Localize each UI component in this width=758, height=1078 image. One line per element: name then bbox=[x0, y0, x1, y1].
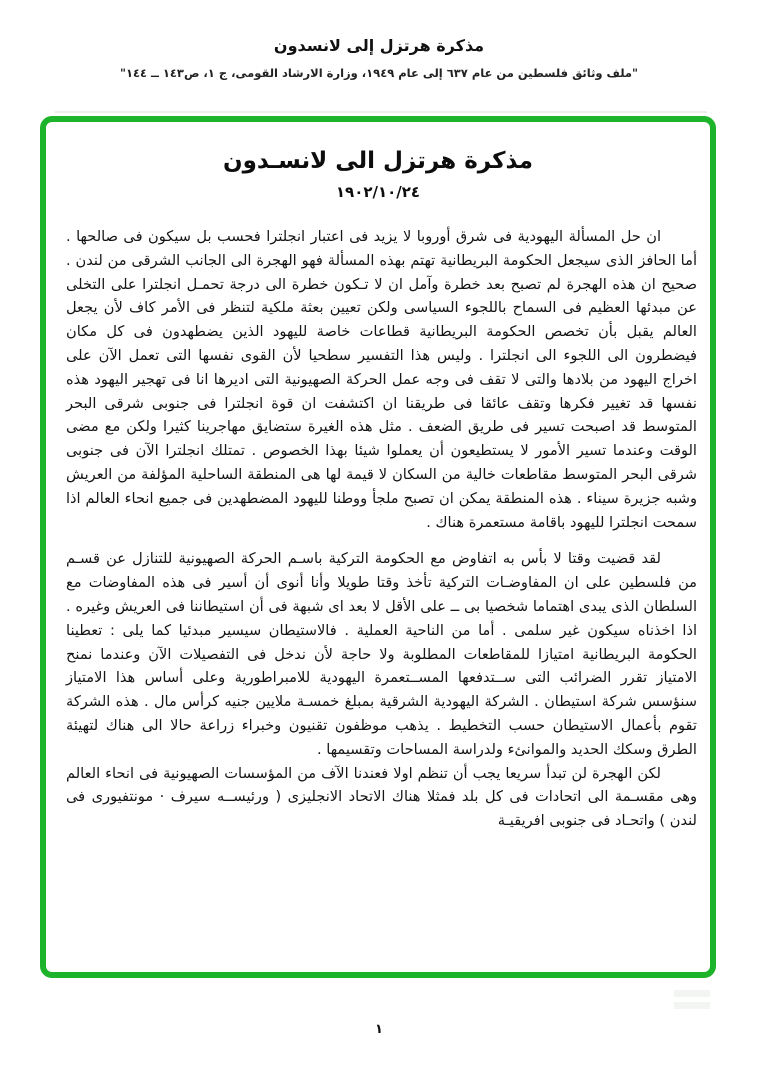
document-frame bbox=[40, 116, 716, 978]
document-body bbox=[66, 225, 697, 833]
document-title: مذكرة هرتزل الى لانسـدون bbox=[223, 148, 533, 174]
document-paragraph-3: لكن الهجرة لن تبدأ سريعا يجب أن تنظم اولا فعندنا الآف من المؤسسات الصهيونية فى انحاء العالم وهى مقسـمة الى اتحادات فى كل بلد فمثلا هناك الاتحاد الانجليزى ( ورئيســه سيرف · مونتفيورى فى لندن ) واتحـاد فى جنوبى افريقيـة bbox=[66, 764, 697, 830]
scan-artifact-line bbox=[55, 111, 707, 113]
document-paragraph-2: لقد قضيت وقتا لا بأس به اتفاوض مع الحكومة التركية باسـم الحركة الصهيونية للتنازل عن قسـم من فلسطين على ان المفاوضـات التركية تأخذ وقتا طويلا وأنا أنوى أن أسير فى هذه المفاوضات مع السلطان الذى يبدى اهتماما شخصيا بى ــ على الأقل لا بعد اى شبهة فى أن استيطاننا فى العريش وغيره . اذا اخذناه سيكون غير سلمى . أما من الناحية العملية . فالاستيطان سيسير مبدئيا كما يلى : تعطينا الحكومة البريطانية امتيازا للمقاطعات المطلوبة ولا حاجة لأن ندخل فى التفصيلات الآن وعندما نمنح الامتياز تقرر الضرائب التى ســتدفعها المســتعمرة اليهودية للامبراطورية وعلى أساس هذا الامتياز سنؤسس شركة استيطان . الشركة اليهودية الشرقية بمبلغ خمسـة ملايين جنيه كرأس مال . هذه الشركة تقوم بأعمال الاستيطان حسب التخطيط . يذهب موظفون تقنيون وخبراء زراعة حالا الى هناك لتهيئة الطرق وسكك الحديد والموانئء ولدراسة المساحات وتقسيمها . bbox=[66, 550, 697, 758]
document-paragraph-1: ان حل المسألة اليهودية فى شرق أوروبا لا يزيد فى اعتبار انجلترا فحسب بل سيكون فى صالحها . أما الحافز الذى سيجعل الحكومة البريطانية تهتم بهذه المسألة فهو الهجرة الى الجانب الشرقى من لندن . صحيح ان هذه الهجرة لم تصبح بعد خطرة وآمل ان لا تـكون خطرة الى درجة تحمـل انجلترا على التخلى عن مبدئها العظيم فى السماح باللجوء السياسى ولكن تعيين بعثة ملكية لتنظر فى الأمر كاف لأن يجعل العالم يقبل بأن تخصص الحكومة البريطانية قطاعات خاصة لليهود الذين يضطهدون فى كل مكان فيضطرون الى اللجوء الى انجلترا . وليس هذا التفسير سطحيا لأن القوى نفسها التى تعمل الآن على اخراج اليهود من بلادها والتى لا تقف فى وجه عمل الحركة الصهيونية التى اديرها انا فى تهجير اليهود هذه نفسها قد تغيير فكرها وتقف عائقا فى طريقنا ان اكتشفت ان قوة انجلترا فى جنوبى شرقى البحر المتوسط قد اصبحت تسير فى طريق الضعف . مثل هذه الغيرة ستضايق مهاجرينا كثيرا ولكن مع مضى الوقت وعندما تسير الأمور لا يستطيعون أن يعملوا شيئا بهذا الخصوص . تمتلك انجلترا الآن فى جنوبى شرقى البحر المتوسط مقاطعات خالية من السكان لا قيمة لها هى المنطقة الساحلية المؤلفة من العريش وشبه جزيرة سيناء . هذه المنطقة يمكن ان تصبح ملجأ ووطنا لليهود المضطهدين فى جميع انحاء العالم اذا سمحت انجلترا لليهود باقامة مستعمرة هناك . bbox=[66, 228, 697, 531]
page-number: ١ bbox=[375, 1022, 383, 1037]
margin-artifact-mark bbox=[674, 990, 710, 997]
page-header-title: مذكرة هرتزل إلى لانسدون bbox=[273, 36, 485, 55]
document-date: ١٩٠٢/١٠/٢٤ bbox=[335, 183, 421, 201]
page-header-source-citation: "ملف وثائق فلسطين من عام ٦٣٧ إلى عام ١٩٤٩، وزارة الارشاد القومى، ج ١، ص١٤٣ ــ ١٤٤" bbox=[119, 66, 639, 80]
margin-artifact-mark bbox=[674, 1002, 710, 1009]
